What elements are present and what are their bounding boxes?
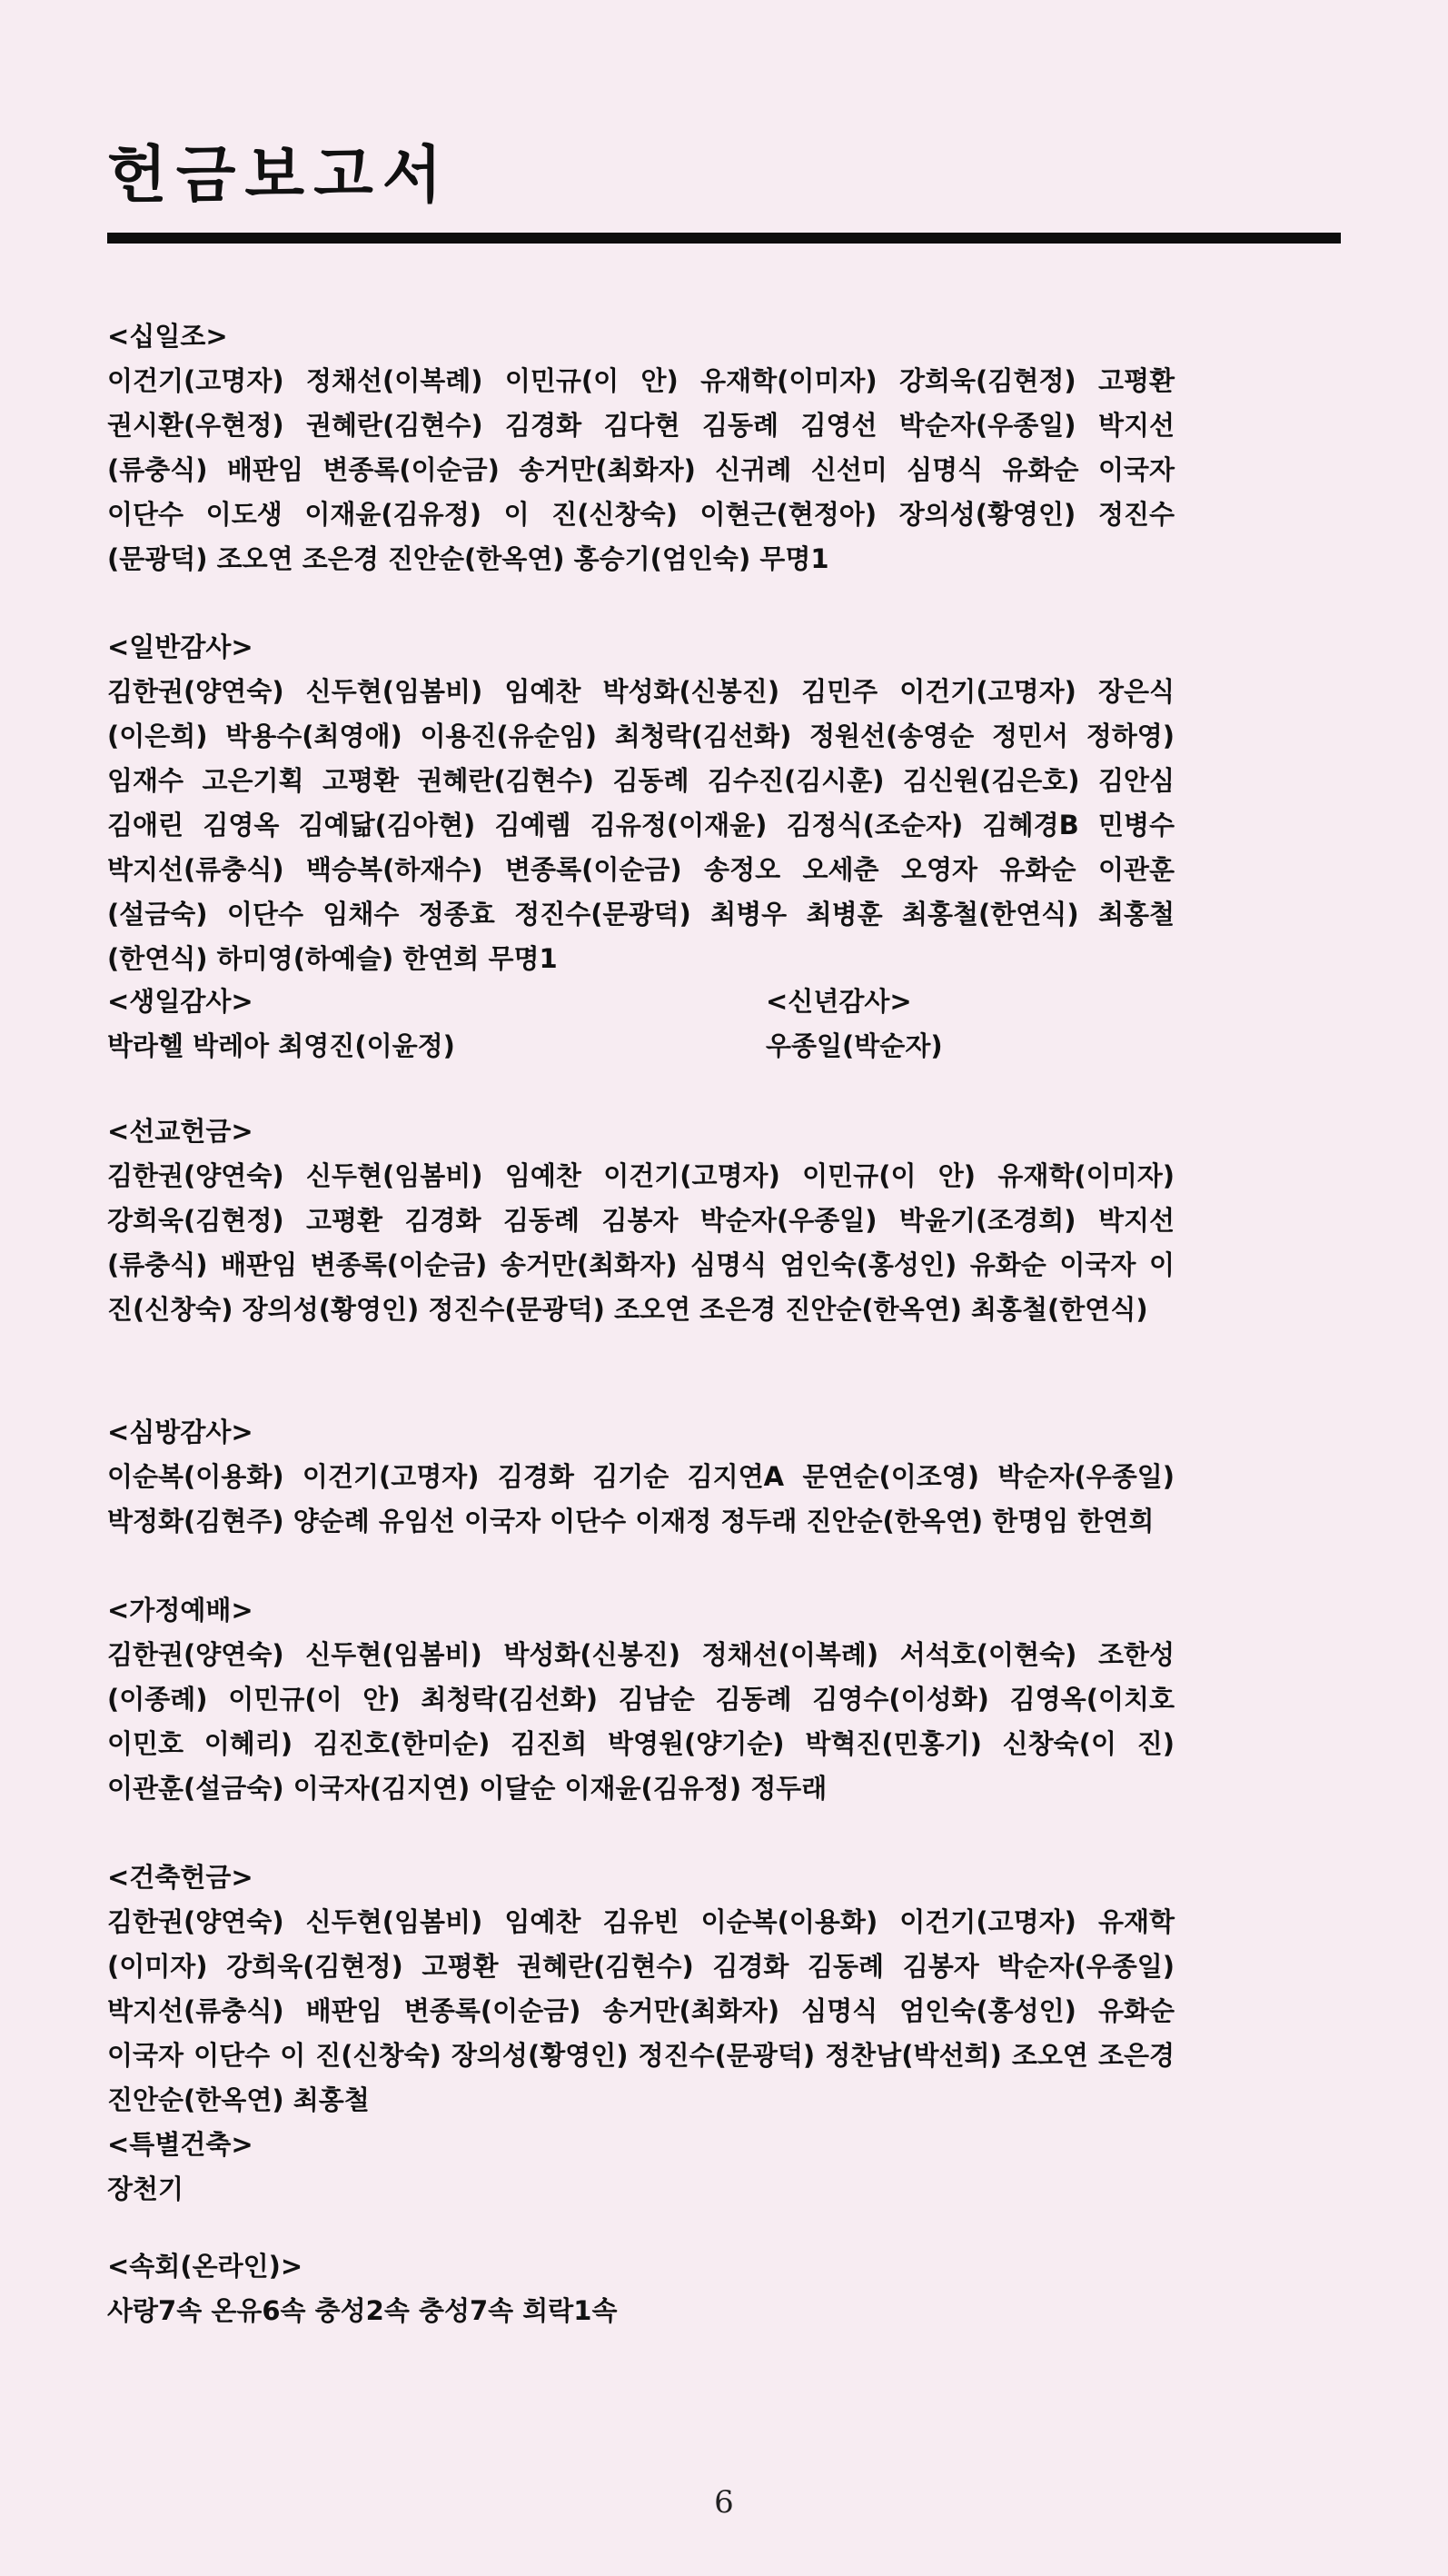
section-names-cell-meeting: 사랑7속 온유6속 충성2속 충성7속 희락1속 <box>107 2295 618 2326</box>
section-heading-building-offering: <건축헌금> <box>107 1862 253 1893</box>
section-tithe <box>107 314 1175 582</box>
section-special-building <box>107 2123 1175 2212</box>
section-birthday-thanks <box>107 980 652 1069</box>
section-names-mission-offering: 김한권(양연숙) 신두현(임봄비) 임예찬 이건기(고명자) 이민규(이 안) 유재학(이미자) 강희욱(김현정) 고평환 김경화 김동례 김봉자 박순자(우종일) 박윤기(조경희) 박지선(류충식) 배판임 변종록(이순금) 송거만(최화자) 심명식 엄인숙(홍성인) 유화순 이국자 이 진(신창숙) 장의성(황영인) 정진수(문광덕) 조오연 조은경 진안순(한옥연) 최홍철(한연식) <box>107 1160 1175 1325</box>
section-new-year-thanks <box>766 980 1175 1069</box>
page-number: 6 <box>714 2484 734 2521</box>
section-heading-birthday-thanks: <생일감사> <box>107 986 253 1017</box>
section-names-birthday-thanks: 박라헬 박레아 최영진(이윤정) <box>107 1030 455 1061</box>
section-heading-cell-meeting: <속회(온라인)> <box>107 2251 303 2282</box>
section-names-visitation-thanks: 이순복(이용화) 이건기(고명자) 김경화 김기순 김지연A 문연순(이조영) 박순자(우종일) 박정화(김현주) 양순례 유임선 이국자 이단수 이재정 정두래 진안순(한옥연) 한명임 한연희 <box>107 1461 1175 1537</box>
section-building-offering <box>107 1855 1175 2123</box>
section-heading-visitation-thanks: <심방감사> <box>107 1417 253 1447</box>
section-names-new-year-thanks: 우종일(박순자) <box>766 1030 943 1061</box>
section-heading-special-building: <특별건축> <box>107 2129 253 2160</box>
section-heading-general-thanks: <일반감사> <box>107 632 253 662</box>
section-names-building-offering: 김한권(양연숙) 신두현(임봄비) 임예찬 김유빈 이순복(이용화) 이건기(고명자) 유재학(이미자) 강희욱(김현정) 고평환 권혜란(김현수) 김경화 김동례 김봉자 박순자(우종일) 박지선(류충식) 배판임 변종록(이순금) 송거만(최화자) 심명식 엄인숙(홍성인) 유화순 이국자 이단수 이 진(신창숙) 장의성(황영인) 정진수(문광덕) 정찬남(박선희) 조오연 조은경 진안순(한옥연) 최홍철 <box>107 1906 1175 2115</box>
section-names-special-building: 장천기 <box>107 2173 184 2204</box>
section-names-general-thanks: 김한권(양연숙) 신두현(임봄비) 임예찬 박성화(신봉진) 김민주 이건기(고명자) 장은식(이은희) 박용수(최영애) 이용진(유순임) 최청락(김선화) 정원선(송영순 정민서 정하영) 임재수 고은기획 고평환 권혜란(김현수) 김동례 김수진(김시훈) 김신원(김은호) 김안심 김애린 김영옥 김예닮(김아현) 김예렘 김유정(이재윤) 김정식(조순자) 김혜경B 민병수 박지선(류충식) 백승복(하재수) 변종록(이순금) 송정오 오세춘 오영자 유화순 이관훈(설금숙) 이단수 임채수 정종효 정진수(문광덕) 최병우 최병훈 최홍철(한연식) 최홍철(한연식) 하미영(하예슬) 한연희 무명1 <box>107 676 1175 974</box>
page-title: 헌금보고서 <box>107 140 451 212</box>
section-heading-mission-offering: <선교헌금> <box>107 1116 253 1147</box>
section-heading-family-worship: <가정예배> <box>107 1595 253 1626</box>
section-cell-meeting <box>107 2244 1175 2333</box>
section-heading-tithe: <십일조> <box>107 321 228 352</box>
section-names-family-worship: 김한권(양연숙) 신두현(임봄비) 박성화(신봉진) 정채선(이복례) 서석호(이현숙) 조한성(이종례) 이민규(이 안) 최청락(김선화) 김남순 김동례 김영수(이성화) 김영옥(이치호 이민호 이혜리) 김진호(한미순) 김진희 박영원(양기순) 박혁진(민홍기) 신창숙(이 진) 이관훈(설금숙) 이국자(김지연) 이달순 이재윤(김유정) 정두래 <box>107 1639 1175 1804</box>
section-names-tithe: 이건기(고명자) 정채선(이복례) 이민규(이 안) 유재학(이미자) 강희욱(김현정) 고평환 권시환(우현정) 권혜란(김현수) 김경화 김다현 김동례 김영선 박순자(우종일) 박지선(류충식) 배판임 변종록(이순금) 송거만(최화자) 신귀례 신선미 심명식 유화순 이국자 이단수 이도생 이재윤(김유정) 이 진(신창숙) 이현근(현정아) 장의성(황영인) 정진수(문광덕) 조오연 조은경 진안순(한옥연) 홍승기(엄인숙) 무명1 <box>107 365 1175 574</box>
section-heading-new-year-thanks: <신년감사> <box>766 986 912 1017</box>
section-visitation-thanks <box>107 1410 1175 1544</box>
section-family-worship <box>107 1588 1175 1811</box>
title-divider <box>107 233 1341 244</box>
section-mission-offering <box>107 1109 1175 1332</box>
section-general-thanks <box>107 625 1175 981</box>
